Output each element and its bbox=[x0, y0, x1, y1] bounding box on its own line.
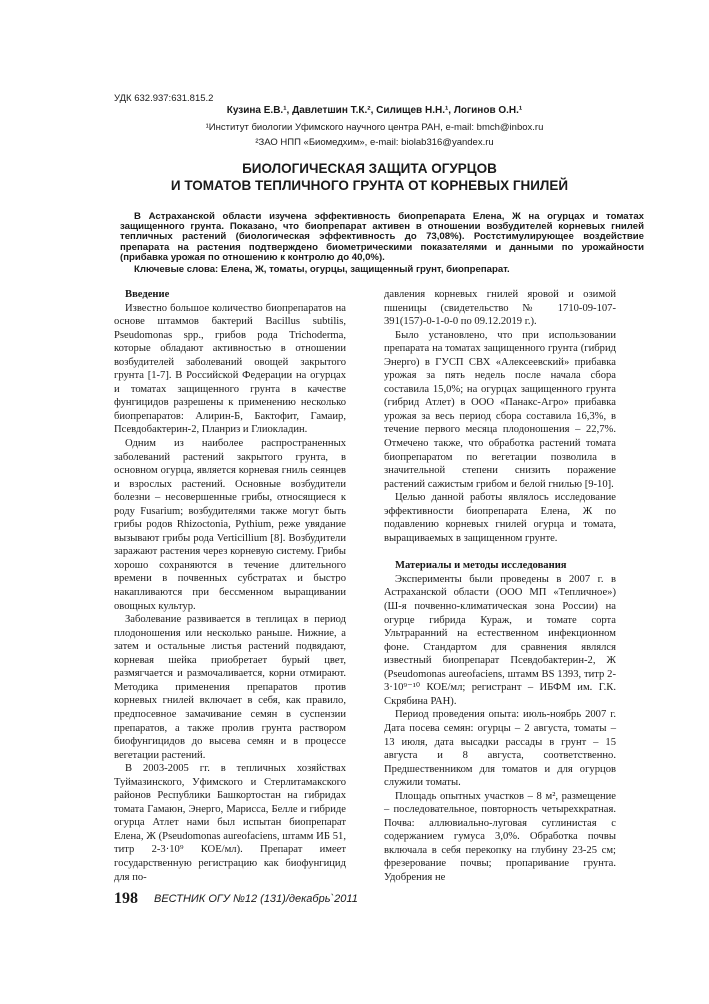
section-gap bbox=[384, 545, 616, 559]
page-footer bbox=[114, 890, 414, 910]
journal-name: ВЕСТНИК ОГУ №12 (131)/декабрь`2011 bbox=[154, 893, 358, 905]
section-heading-introduction: Введение bbox=[125, 289, 170, 300]
article-title-line-1: БИОЛОГИЧЕСКАЯ ЗАЩИТА ОГУРЦОВ bbox=[242, 161, 497, 176]
paragraph: давления корневых гнилей яровой и озимой пшеницы (свидетельство № 1710-09-107-391(157)-0-1-0-0 по 09.12.2019 г.). bbox=[384, 289, 616, 328]
paragraph: В 2003-2005 гг. в тепличных хозяйствах Туймазинского, Уфимского и Стерлитамакского районов Республики Башкортостан на гибридах томата Гамаюн, Энерго, Марисса, Белле и гибриде огурца Атлет нами был испытан биопрепарат Елена, Ж (Pseudomonas aureofaciens, штамм ИБ 51, титр 2-3·10⁹ КОЕ/мл). Препарат имеет государственную регистрацию как биофунгицид для по- bbox=[114, 763, 346, 883]
affiliation-2: ²ЗАО НПП «Биомедхим», e-mail: biolab316@yandex.ru bbox=[255, 137, 494, 148]
paragraph: Период проведения опыта: июль-ноябрь 2007 г. Дата посева семян: огурцы – 2 августа, томаты – 13 июля, дата высадки рассады в грунт – 15 августа и 8 августа, соответственно. Предшественником для томатов и для огурцов служили томаты. bbox=[384, 709, 616, 789]
abstract: В Астраханской области изучена эффективность биопрепарата Елена, Ж на огурцах и томатах защищенного грунта. Показано, что биопрепарат активен в отношении возбудителей корневых гнилей тепличных растений (биологическая эффективность до 73,08%). Ростстимулирующее воздействие препарата на растения подтверждено биометрическими показателями и данными по урожайности (прибавка урожая по отношению к контролю до 40,0%). bbox=[120, 211, 644, 263]
right-column bbox=[384, 288, 616, 885]
paragraph: Заболевание развивается в теплицах в период плодоношения или несколько раньше. Нижние, а затем и остальные листья растений подвядают, корневая шейка приобретает бурый цвет, размягчается и размочаливается, корни отмирают. Методика применения препаратов против корневых гнилей включает в себя, как правило, предпосевное замачивание семян в суспензии препаратов, а также пролив грунта раствором биофунгицидов до высева семян и в процессе вегетации растений. bbox=[114, 614, 346, 761]
paragraph: Было установлено, что при использовании препарата на томатах защищенного грунта (гибрид Энерго) в ГУСП СВХ «Алексеевский» прибавка урожая за пять недель после начала сбора составила 15,0%; на огурцах защищенного грунта (гибрид Атлет) в ООО «Панакс-Агро» прибавка урожая за весь период сбора составила 16,3%, в течение первого месяца плодоношения – 22,7%. Отмечено также, что обработка растений томата биопрепаратом по вегетации позволила в значительной степени снизить поражение растений сажистым грибом и белой гнилью [9-10]. bbox=[384, 329, 616, 490]
section-heading-methods: Материалы и методы исследования bbox=[395, 560, 567, 572]
paragraph: Одним из наиболее распространенных заболеваний растений закрытого грунта, в основном огурца, является корневая гниль сеянцев и взрослых растений. Основные возбудители болезни – несовершенные грибы, относящиеся к роду Fusarium; возбудителями также могут быть грибы родов Rhizoctonia, Pythium, реже увядание вызывают грибы рода Verticillium [8]. Возбудители заражают растения через корневую систему. Грибы хорошо сохраняются в течение длительного времени в почвенных субстратах и быстро накапливаются при бессменном выращивании овощных культур. bbox=[114, 438, 346, 612]
article-title-line-2: И ТОМАТОВ ТЕПЛИЧНОГО ГРУНТА ОТ КОРНЕВЫХ ГНИЛЕЙ bbox=[170, 178, 569, 193]
paragraph: Эксперименты были проведены в 2007 г. в Астраханской области (ООО МП «Тепличное») (Ш-я почвенно-климатическая зона России) на огурце гибрида Кураж, и томате сорта Ультраранний на естественном инфекционном фоне. Стандартом для сравнения являлся известный биопрепарат Псевдобактерин-2, Ж (Pseudomonas aureofaciens, штамм BS 1393, титр 2-3·10⁹⁻¹⁰ КОЕ/мл; регистрант – ИБФМ им. Г.К. Скрябина РАН). bbox=[384, 573, 616, 707]
authors-line: Кузина Е.В.¹, Давлетшин Т.К.², Силищев Н.Н.¹, Логинов О.Н.¹ bbox=[226, 105, 523, 116]
page-number: 198 bbox=[114, 890, 138, 907]
left-column bbox=[114, 288, 346, 884]
paragraph: Площадь опытных участков – 8 м², размещение – последовательное, повторность четырехкратная. Почва: аллювиально-луговая суглинистая с содержанием гумуса 3,0%. Обработка почвы включала в себя перекопку на глубину 23-25 см; фрезерование почвы; пропаривание грунта. Удобрения не bbox=[384, 790, 616, 883]
keywords: Ключевые слова: Елена, Ж, томаты, огурцы, защищенный грунт, биопрепарат. bbox=[134, 264, 510, 275]
udk-code: УДК 632.937:631.815.2 bbox=[114, 93, 214, 104]
paragraph: Целью данной работы являлось исследование эффективности биопрепарата Елена, Ж по подавлению корневых гнилей огурца и томата, выращиваемых в защищенном грунте. bbox=[384, 492, 616, 544]
paragraph: Известно большое количество биопрепаратов на основе штаммов бактерий Bacillus subtilis, Pseudomonas spp., грибов рода Trichoderma, которые обладают активностью в отношении возбудителей заболеваний овощей закрытого грунта [1-7]. В Российской Федерации на огурцах и томатах защищенного грунта в качестве фунгицидов разрешены к применению несколько биопрепаратов: Алирин-Б, Бактофит, Гамаир, Псевдобактерин-2, Планриз и Глиокладин. bbox=[114, 302, 346, 436]
affiliation-1: ¹Институт биологии Уфимского научного центра РАН, e-mail: bmch@inbox.ru bbox=[205, 122, 544, 133]
